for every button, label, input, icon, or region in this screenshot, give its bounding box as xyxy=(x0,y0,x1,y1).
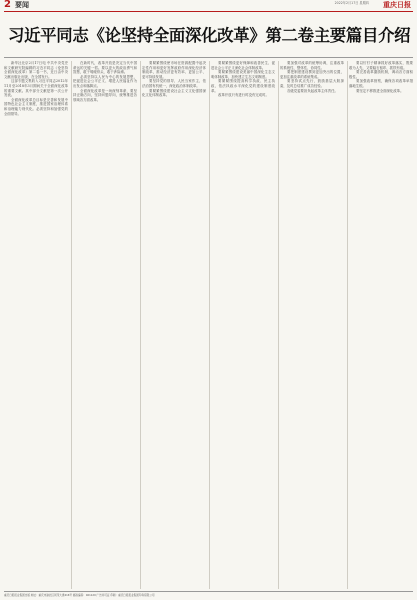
paragraph: 要加强改革督察，确保各项改革举措落地生根。 xyxy=(349,79,413,88)
paragraph: 要加强对改革的统筹协调，注重改革的系统性、整体性、协同性。 xyxy=(280,61,344,70)
paragraph: 要紧紧围绕建设美丽中国深化生态文明体制改革，加快建立生态文明制度。 xyxy=(211,70,275,79)
paragraph: 全面深化改革是一场深刻革命，要坚持正确方向，坚持问题导向，统筹推进各领域各方面改革。 xyxy=(73,88,137,102)
column-divider xyxy=(140,61,141,589)
paragraph: 新华社北京2月17日电 中共中央党史和文献研究院编辑的习近平同志《论坚持全面深化改革》第二卷一书，近日由中央文献出版社出版，在全国发行。 xyxy=(4,61,68,79)
article-column xyxy=(349,61,413,589)
page-header xyxy=(0,0,417,10)
paragraph: 在新时代，改革开放是决定当代中国命运的关键一招。要以更大的政治勇气和智慧，敢于啃硬骨头，敢于涉险滩。 xyxy=(73,61,137,75)
article-column xyxy=(280,61,344,589)
paragraph: 要把制度建设摆到更加突出的位置，更加注重改革的系统集成。 xyxy=(280,70,344,79)
paragraph: 要紧紧围绕更好保障和改善民生、促进社会公平正义深化社会体制改革。 xyxy=(211,61,275,70)
paragraph: 这部专题文集收入习近平同志2012年11月至2018年3月期间关于全面深化改革的重要文献。其中部分文献是第一次公开发表。 xyxy=(4,79,68,98)
article-column xyxy=(142,61,206,589)
article-body xyxy=(4,61,413,589)
article-column xyxy=(4,61,68,589)
headline-rule xyxy=(4,57,413,58)
page-footer: 重庆日报报业集团出版 地址：重庆市渝北区同茂大道416号 邮政编码：401120 广告许可证 印刷：重庆日报报业集团印务有限公司 xyxy=(4,591,413,600)
page-number: 2 xyxy=(4,0,11,10)
header-rule xyxy=(4,11,413,12)
paragraph: 要紧紧围绕提高科学执政、民主执政、依法执政水平深化党的建设制度改革。 xyxy=(211,79,275,93)
date-line: 2022年2月17日 星期四 xyxy=(334,1,369,5)
article-column xyxy=(73,61,137,589)
column-divider xyxy=(209,61,210,589)
column-divider xyxy=(278,61,279,589)
paragraph: 要紧紧围绕建设社会主义文化强国深化文化体制改革。 xyxy=(142,88,206,98)
column-divider xyxy=(71,61,72,589)
paragraph: 必须坚持以人民为中心的发展思想，把促进社会公平正义、增进人民福祉作为出发点和落脚点。 xyxy=(73,74,137,88)
paragraph: 改革开放只有进行时没有完成时。 xyxy=(218,93,269,98)
article-column xyxy=(211,61,275,589)
paragraph: 要完善改革激励机制，调动各方面积极性。 xyxy=(349,70,413,79)
paragraph: 要紧紧围绕使市场在资源配置中起决定性作用和更好发挥政府作用深化经济体制改革，推动经济更有效率、更加公平、更可持续发展。 xyxy=(142,61,206,79)
paragraph: 要坚持试点先行，鼓励基层大胆探索，及时总结推广成功经验。 xyxy=(280,79,344,88)
column-divider xyxy=(347,61,348,589)
paragraph: 要以钉钉子精神抓好改革落实，既要敢为人先，又要踏石留印、抓铁有痕。 xyxy=(349,61,413,70)
paragraph: 全面深化改革总目标是完善和发展中国特色社会主义制度，推进国家治理体系和治理能力现代化。必须坚持和加强党的全面领导。 xyxy=(4,97,68,116)
paragraph: 要坚持党的领导、人民当家作主、依法治国有机统一，深化政治体制改革。 xyxy=(142,79,206,88)
headline: 习近平同志《论坚持全面深化改革》第二卷主要篇目介绍 xyxy=(8,26,411,45)
paragraph: 各级党委要担负起改革主体责任。 xyxy=(287,88,338,93)
paragraph: 要坚定不移推进全面深化改革。 xyxy=(356,88,404,93)
section-name: 要闻 xyxy=(15,1,29,9)
masthead-logo: 重庆日报 xyxy=(383,0,411,9)
